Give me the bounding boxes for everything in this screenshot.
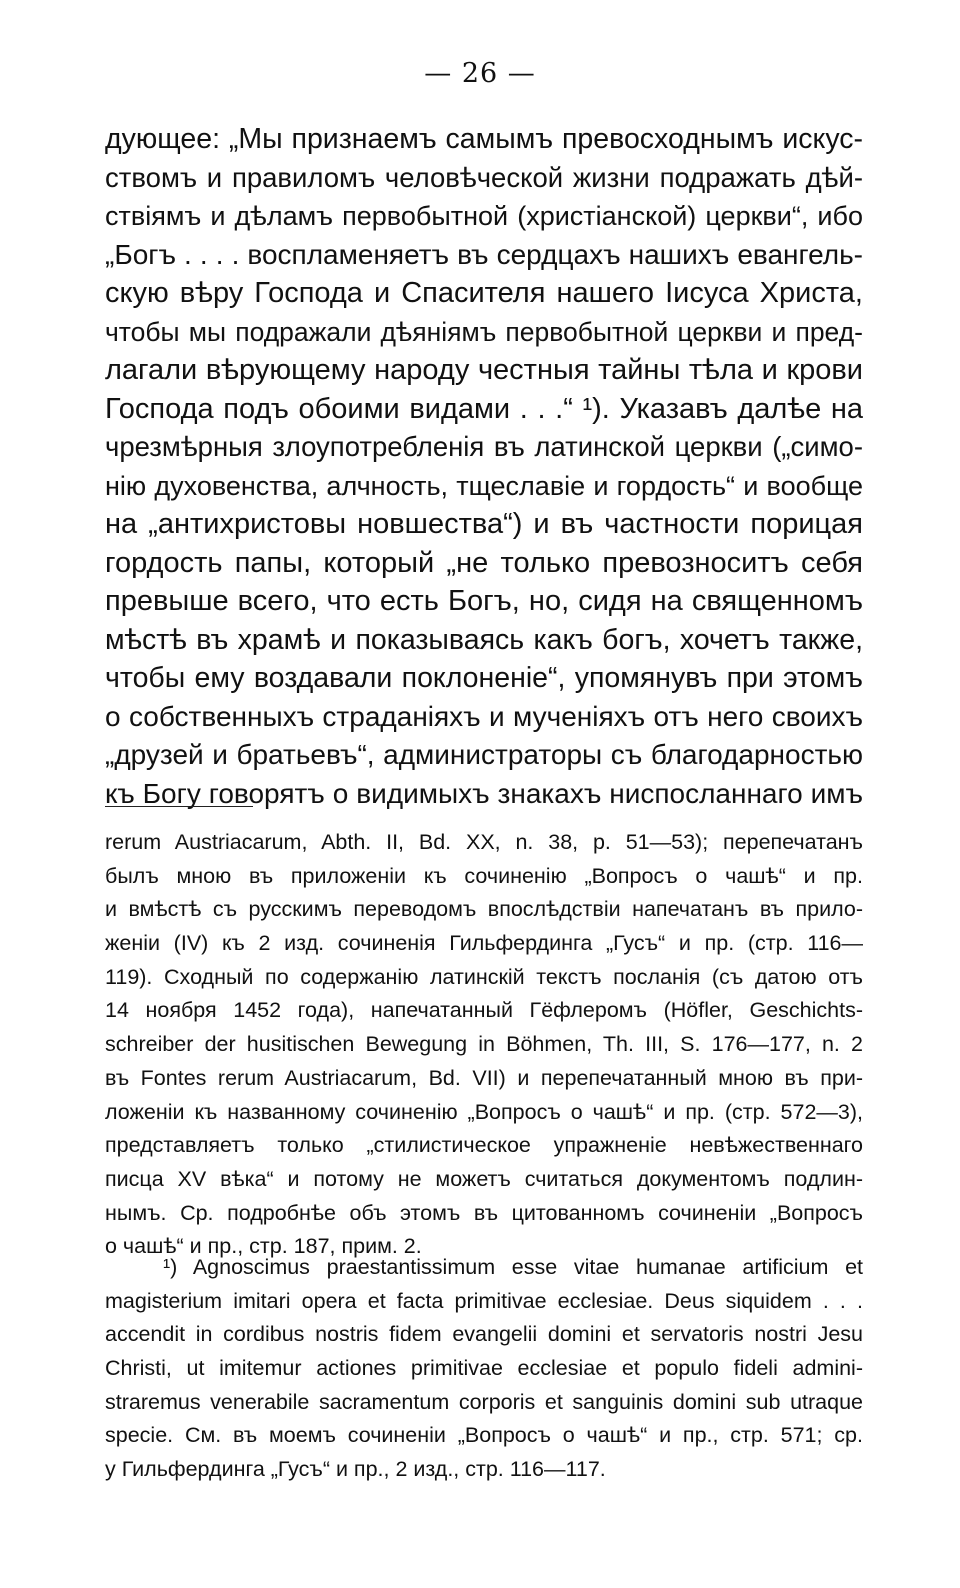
footnote-line: specie. См. въ моемъ сочиненіи „Вопросъ о чашѣ“ и пр., стр. 571; ср. <box>105 1423 863 1448</box>
footnote-continued <box>105 826 863 1264</box>
main-text-line: о собственныхъ страданіяхъ и мученіяхъ отъ него своихъ <box>105 700 863 732</box>
footnote-line: ложеніи къ названному сочиненію „Вопросъ о чашѣ“ и пр. (стр. 572—3), <box>105 1099 863 1124</box>
footnote-line: у Гильфердинга „Гусъ“ и пр., 2 изд., стр. 116—117. <box>105 1457 606 1482</box>
footnote-line: и вмѣстѣ съ русскимъ переводомъ впослѣдствіи напечатанъ въ прило- <box>105 897 863 922</box>
footnote-line: Christi, ut imitemur actiones primitivae ecclesiae et populo fideli admini- <box>105 1356 863 1381</box>
footnote-1 <box>105 1251 863 1487</box>
footnote-line: писца XV вѣка“ и потому не можетъ считаться документомъ подлин- <box>105 1166 863 1191</box>
main-text-line: нію духовенства, алчность, тщеславіе и гордость“ и вообще <box>105 470 863 501</box>
footnote-line: 119). Сходный по содержанію латинскій текстъ посланія (съ датою отъ <box>105 964 863 989</box>
main-text-line: „друзей и братьевъ“, администраторы съ благодарностью <box>105 739 863 770</box>
main-text-line: превыше всего, что есть Богъ, но, сидя на священномъ <box>105 585 863 617</box>
main-text-line: мѣстѣ въ храмѣ и показываясь какъ богъ, хочетъ также, <box>105 623 863 656</box>
footnote-line: ¹) Agnoscimus praestantissimum esse vitae humanae artificium et <box>163 1255 863 1279</box>
main-text-line: „Богъ . . . . воспламеняетъ въ сердцахъ нашихъ евангель- <box>105 238 863 270</box>
main-text-line: скую вѣру Господа и Спасителя нашего Іисуса Христа, <box>105 277 863 309</box>
main-text-line: ствомъ и правиломъ человѣческой жизни подражать дѣй- <box>105 161 863 193</box>
main-text-line: чтобы мы подражали дѣяніямъ первобытной церкви и пред- <box>105 316 863 347</box>
footnote-line: представляетъ только „стилистическое упражненіе невѣжественнаго <box>105 1133 863 1158</box>
main-text-line: къ Богу говорятъ о видимыхъ знакахъ ниспосланнаго имъ <box>105 777 863 809</box>
footnote-line: въ Fontes rerum Austriacarum, Bd. VII) и перепечатанный мною въ при- <box>105 1065 863 1090</box>
footnote-line: schreiber der husitischen Bewegung in Böhmen, Th. III, S. 176—177, n. 2 <box>105 1032 863 1057</box>
footnote-line: 14 ноября 1452 года), напечатанный Гёфлеромъ (Höfler, Geschichts- <box>105 998 863 1023</box>
footnote-line: нымъ. Ср. подробнѣе объ этомъ въ цитованномъ сочиненіи „Вопросъ <box>105 1200 863 1225</box>
main-text-line: дующее: „Мы признаемъ самымъ превосходнымъ искус- <box>105 123 863 155</box>
footnote-line: женіи (IV) къ 2 изд. сочиненія Гильфердинга „Гусъ“ и пр. (стр. 116— <box>105 931 863 956</box>
main-text-line: на „антихристовы новшества“) и въ частности порицая <box>105 508 863 540</box>
main-text-line: чрезмѣрныя злоупотребленія въ латинской церкви („симо- <box>105 431 863 462</box>
main-text-line: Господа подъ обоими видами . . .“ ¹). Указавъ далѣе на <box>105 392 863 425</box>
footnote-line: rerum Austriacarum, Abth. II, Bd. XX, n. 38, p. 51—53); перепечатанъ <box>105 830 863 854</box>
footnote-separator <box>105 806 253 807</box>
footnote-line: magisterium imitari opera et facta primitivae ecclesiae. Deus siquidem . . . <box>105 1288 863 1313</box>
main-text-line: ствіямъ и дѣламъ первобытной (христіанской) церкви“, ибо <box>105 201 863 231</box>
main-text-line: гордость папы, который „не только превозноситъ себя <box>105 546 863 579</box>
footnote-line: accendit in cordibus nostris fidem evangelii domini et servatoris nostri Jesu <box>105 1322 863 1347</box>
main-text-line: чтобы ему воздавали поклоненіе“, упомянувъ при этомъ <box>105 662 863 694</box>
footnote-line: былъ мною въ приложеніи къ сочиненію „Вопросъ о чашѣ“ и пр. <box>105 863 863 888</box>
footnote-line: straremus venerabile sacramentum corporis et sanguinis domini sub utraque <box>105 1389 863 1414</box>
main-text <box>105 120 863 813</box>
footnote-line: о чашѣ“ и пр., стр. 187, прим. 2. <box>105 1234 422 1259</box>
page-number: — 26 — <box>424 58 536 89</box>
main-text-line: лагали вѣрующему народу честныя тайны тѣла и крови <box>105 354 863 386</box>
